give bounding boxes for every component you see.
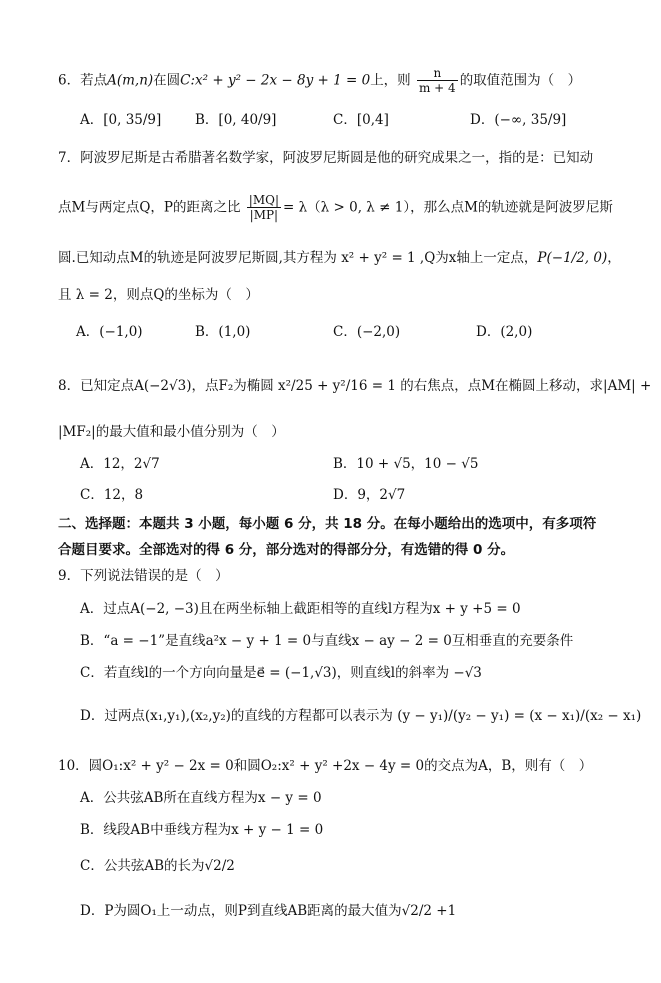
q10-option-c (80, 858, 235, 874)
q7-line-1: 7．阿波罗尼斯是古希腊著名数学家，阿波罗尼斯圆是他的研究成果之一，指的是：已知动 (58, 150, 594, 166)
option-label: D． (80, 903, 105, 919)
option-label: C． (333, 324, 357, 340)
option-text: (−2,0) (356, 324, 401, 340)
option-text: “a = −1”是直线a²x − y + 1 = 0与直线x − ay − 2 = 0互相垂直的充要条件 (103, 633, 574, 649)
section-2-heading-line-1: 二、选择题：本题共 3 小题，每小题 6 分，共 18 分。在每小题给出的选项中，有多项符 (58, 516, 597, 532)
option-label: A． (80, 790, 104, 806)
option-text: (2,0) (500, 324, 533, 340)
option-label: C． (80, 665, 104, 681)
q6-option-a (80, 112, 161, 128)
q7-option-c (333, 324, 400, 340)
q6-option-c (333, 112, 389, 128)
q7-line3-post: ， (607, 250, 621, 266)
option-text: (1,0) (218, 324, 251, 340)
option-text: 线段AB中垂线方程为x + y − 1 = 0 (103, 822, 324, 838)
q7-option-b (195, 324, 250, 340)
q8-option-c (80, 487, 143, 503)
q8-option-d (333, 487, 405, 503)
q10-option-b (80, 822, 323, 838)
option-label: B． (333, 456, 357, 472)
option-text: 公共弦AB所在直线方程为x − y = 0 (103, 790, 322, 806)
option-label: D． (470, 112, 495, 128)
q7-ratio-den: |MP| (249, 208, 279, 223)
q10-stem: 10．圆O₁:x² + y² − 2x = 0和圆O₂:x² + y² +2x − 4y = 0的交点为A，B，则有（ ） (58, 758, 593, 774)
q7-option-d (476, 324, 532, 340)
q9-option-d (80, 708, 641, 724)
q7-line-4: 且 λ = 2，则点Q的坐标为（ ） (58, 287, 259, 303)
q7-line-2 (58, 193, 613, 223)
option-label: D． (80, 708, 105, 724)
option-label: C． (333, 112, 357, 128)
option-text: 12，2√7 (103, 456, 160, 472)
option-text: [0, 35/9] (103, 112, 162, 128)
option-label: C． (80, 487, 104, 503)
q10-option-a (80, 790, 322, 806)
option-label: B． (195, 324, 219, 340)
q6-stem (58, 66, 581, 96)
q6-stem-pre: 6．若点 (58, 72, 108, 89)
q7-line2-post: = λ（λ > 0, λ ≠ 1），那么点M的轨迹就是阿波罗尼斯 (283, 199, 613, 216)
q8-option-a (80, 456, 160, 472)
q9-stem: 9．下列说法错误的是（ ） (58, 568, 229, 584)
q6-frac-den: m + 4 (418, 81, 456, 96)
option-text: 公共弦AB的长为√2/2 (103, 858, 235, 874)
q7-line3-pre: 圆.已知动点M的轨迹是阿波罗尼斯圆,其方程为 x² + y² = 1 ,Q为x轴上一定点， (58, 250, 538, 266)
option-label: D． (333, 487, 358, 503)
option-label: B． (80, 822, 104, 838)
option-text: 12，8 (103, 487, 144, 503)
q9-option-b (80, 633, 573, 649)
option-label: A． (80, 112, 104, 128)
q7-point-p: P(−1/2, 0) (537, 250, 608, 266)
q6-fraction (417, 66, 458, 96)
option-text: 若直线l的一个方向向量是e⃗ = (−1,√3)，则直线l的斜率为 −√3 (103, 665, 482, 681)
option-text: [0,4] (356, 112, 389, 128)
q7-option-a (76, 324, 143, 340)
q7-ratio-fraction (247, 193, 281, 223)
option-text: 过点A(−2, −3)且在两坐标轴上截距相等的直线l方程为x + y +5 = 0 (103, 601, 521, 617)
option-text: P为圆O₁上一动点，则P到直线AB距离的最大值为√2/2 +1 (104, 903, 457, 919)
option-label: A． (80, 456, 104, 472)
q7-ratio-num: |MQ| (248, 193, 279, 207)
option-label: A． (80, 601, 104, 617)
option-text: 10 + √5，10 − √5 (356, 456, 479, 472)
option-text: (−1,0) (99, 324, 143, 340)
option-label: B． (195, 112, 219, 128)
option-text: 9，2√7 (357, 487, 406, 503)
option-text: 过两点(x₁,y₁),(x₂,y₂)的直线的方程都可以表示为 (y − y₁)/(y₂ − y₁) = (x − x₁)/(x₂ − x₁) (104, 708, 642, 724)
section-2-heading-line-2: 合题目要求。全部选对的得 6 分，部分选对的得部分分，有选错的得 0 分。 (58, 542, 515, 558)
option-text: [0, 40/9] (218, 112, 277, 128)
q6-frac-num: n (417, 66, 458, 81)
q6-circle-eq: C:x² + y² − 2x − 8y + 1 = 0 (180, 72, 371, 89)
q9-option-c (80, 665, 482, 681)
q8-option-b (333, 456, 478, 472)
option-label: C． (80, 858, 104, 874)
q6-option-b (195, 112, 276, 128)
option-label: B． (80, 633, 104, 649)
q6-stem-mid: 在圆 (153, 72, 181, 89)
q7-line-3 (58, 250, 621, 266)
q6-stem-post2: 的取值范围为（ ） (459, 72, 582, 89)
q6-stem-post1: 上，则 (370, 72, 411, 89)
q6-option-d (470, 112, 566, 128)
option-label: D． (476, 324, 501, 340)
q9-option-a (80, 601, 521, 617)
option-text: (−∞, 35/9] (494, 112, 567, 128)
q8-line-2: |MF₂|的最大值和最小值分别为（ ） (58, 424, 285, 440)
q8-line-1: 8．已知定点A(−2√3)，点F₂为椭圆 x²/25 + y²/16 = 1 的右焦点，点M在椭圆上移动，求|AM| + (58, 378, 652, 394)
q7-line2-pre: 点M与两定点Q，P的距离之比 (58, 199, 241, 216)
q6-point: A(m,n) (107, 72, 154, 89)
option-label: A． (76, 324, 100, 340)
q10-option-d (80, 903, 456, 919)
